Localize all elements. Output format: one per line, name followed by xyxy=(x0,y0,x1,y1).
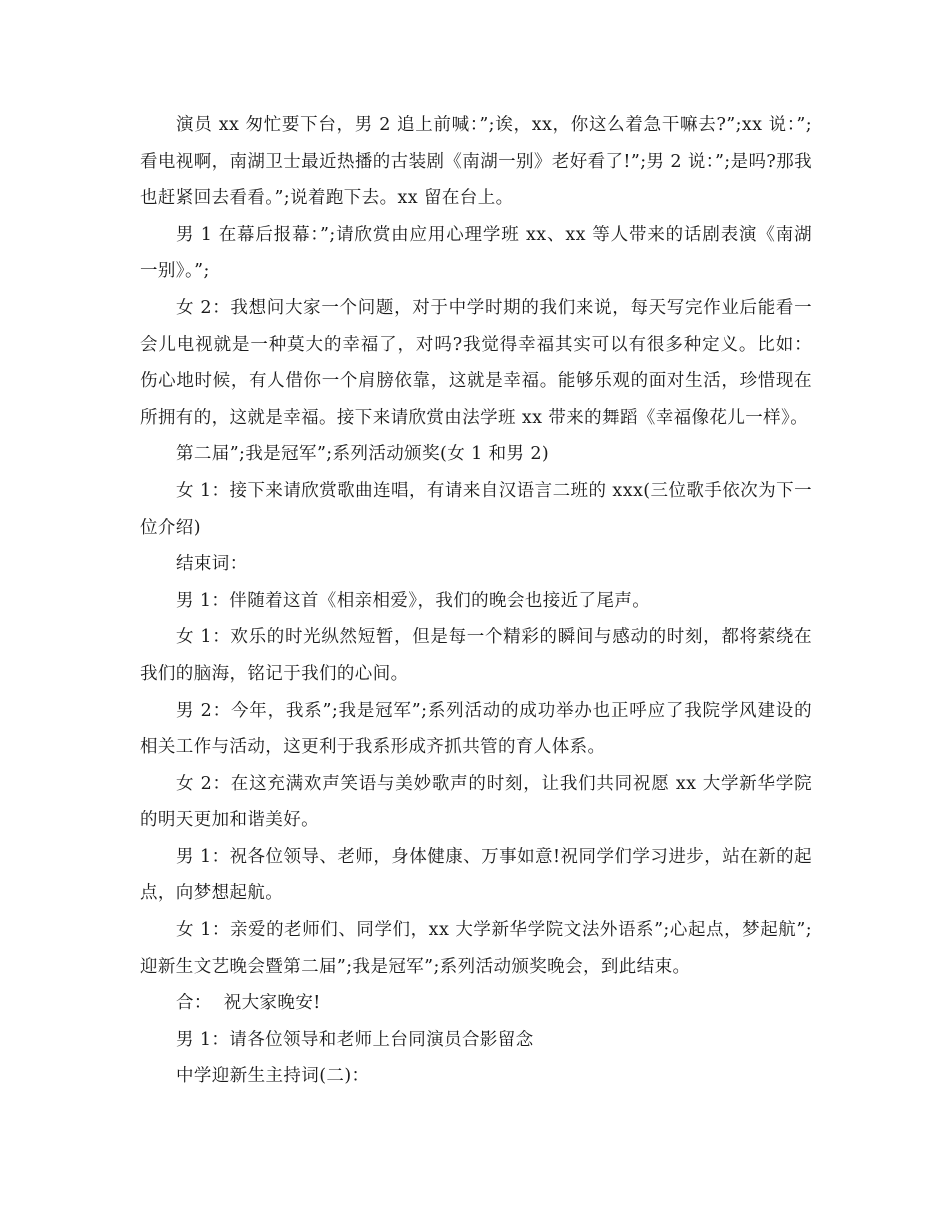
paragraph-4: 第二届”;我是冠军”;系列活动颁奖(女 1 和男 2) xyxy=(176,444,550,465)
paragraph-11: 男 1：祝各位领导、老师，身体健康、万事如意!祝同学们学习进步，站在新的起点，向梦想起航。 xyxy=(140,846,812,904)
paragraph-12: 女 1：亲爱的老师们、同学们，xx 大学新华学院文法外语系”;心起点，梦起航”;迎新生文艺晚会暨第二届”;我是冠军”;系列活动颁奖晚会，到此结束。 xyxy=(140,920,812,977)
paragraph-3: 女 2：我想问大家一个问题，对于中学时期的我们来说，每天写完作业后能看一会儿电视就是一种莫大的幸福了，对吗?我觉得幸福其实可以有很多种定义。比如：伤心地时候，有人借你一个肩膀依靠，这就是幸福。能够乐观的面对生活，珍惜现在所拥有的，这就是幸福。接下来请欣赏由法学班 xx 带来的舞蹈《幸福像花儿一样》。 xyxy=(140,297,812,428)
closing-heading: 结束词： xyxy=(176,554,248,575)
section-heading: 中学迎新生主持词(二)： xyxy=(176,1066,370,1087)
paragraph-1: 演员 xx 匆忙要下台，男 2 追上前喊：”;诶，xx，你这么着急干嘛去?”;xx 说：”;看电视啊，南湖卫士最近热播的古装剧《南湖一别》老好看了!”;男 2 说：”;是吗?那我也赶紧回去看看。”;说着跑下去。xx 留在台上。 xyxy=(140,115,812,209)
paragraph-5: 女 1：接下来请欣赏歌曲连唱，有请来自汉语言二班的 xxx(三位歌手依次为下一位介绍) xyxy=(140,480,812,538)
paragraph-7: 男 1：伴随着这首《相亲相爱》，我们的晚会也接近了尾声。 xyxy=(176,590,651,611)
paragraph-9: 男 2：今年，我系”;我是冠军”;系列活动的成功举办也正呼应了我院学风建设的相关工作与活动，这更利于我系形成齐抓共管的育人体系。 xyxy=(140,700,812,758)
document-page xyxy=(140,107,812,1095)
paragraph-10: 女 2：在这充满欢声笑语与美妙歌声的时刻，让我们共同祝愿 xx 大学新华学院的明天更加和谐美好。 xyxy=(140,773,812,831)
paragraph-14: 男 1：请各位领导和老师上台同演员合影留念 xyxy=(176,1029,534,1050)
paragraph-13: 合： 祝大家晚安! xyxy=(176,993,321,1014)
paragraph-2: 男 1 在幕后报幕：”;请欣赏由应用心理学班 xx、xx 等人带来的话剧表演《南湖一别》。”; xyxy=(140,224,812,282)
paragraph-8: 女 1：欢乐的时光纵然短暂，但是每一个精彩的瞬间与感动的时刻，都将萦绕在我们的脑海，铭记于我们的心间。 xyxy=(140,627,812,684)
